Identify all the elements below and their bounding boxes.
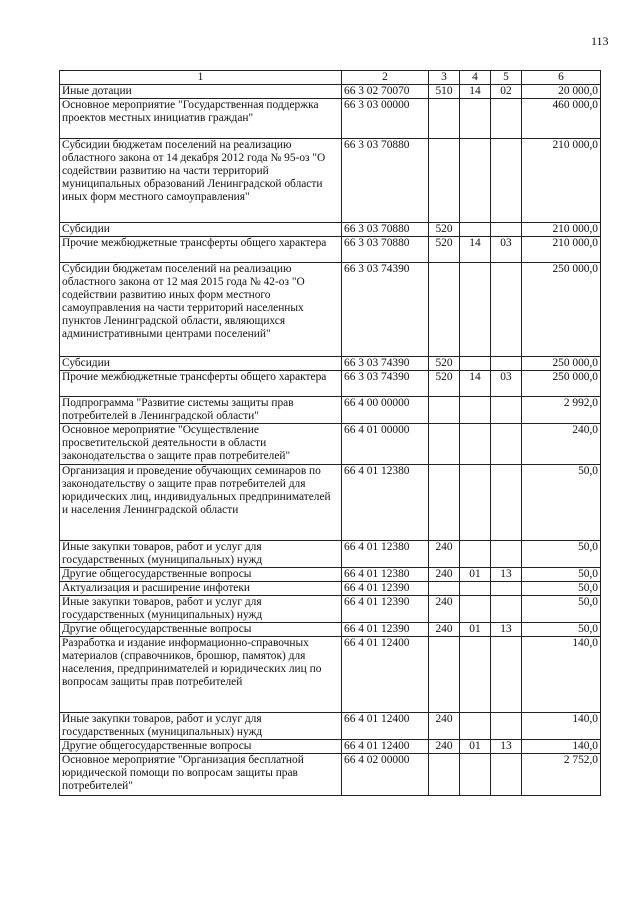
cell-amount: 250 000,0 bbox=[522, 357, 601, 371]
cell-amount: 460 000,0 bbox=[522, 99, 601, 139]
cell-c5 bbox=[491, 139, 522, 223]
cell-c4 bbox=[460, 596, 491, 623]
table-row bbox=[60, 541, 601, 568]
header-cell: 2 bbox=[342, 71, 429, 85]
cell-c3 bbox=[429, 582, 460, 596]
table-row bbox=[60, 371, 601, 397]
cell-amount: 50,0 bbox=[522, 596, 601, 623]
table-row bbox=[60, 263, 601, 357]
cell-name: Субсидии бюджетам поселений на реализацию областного закона от 12 мая 2015 года № 42-оз "О содействии развитию иных форм местного самоуправления на части территорий населенных пунктов Ленинградской области, являющихся административными центрами поселений" bbox=[60, 263, 342, 357]
cell-code: 66 4 01 12390 bbox=[342, 582, 429, 596]
cell-code: 66 3 03 74390 bbox=[342, 371, 429, 397]
cell-c4 bbox=[460, 397, 491, 424]
cell-name: Прочие межбюджетные трансферты общего характера bbox=[60, 237, 342, 263]
cell-amount: 210 000,0 bbox=[522, 237, 601, 263]
cell-code: 66 4 01 12400 bbox=[342, 713, 429, 740]
cell-c3 bbox=[429, 465, 460, 541]
cell-c5 bbox=[491, 582, 522, 596]
cell-c3 bbox=[429, 397, 460, 424]
cell-c3 bbox=[429, 637, 460, 713]
cell-code: 66 4 00 00000 bbox=[342, 397, 429, 424]
cell-c5: 13 bbox=[491, 568, 522, 582]
cell-c4 bbox=[460, 637, 491, 713]
cell-amount: 140,0 bbox=[522, 713, 601, 740]
cell-c5 bbox=[491, 263, 522, 357]
cell-amount: 240,0 bbox=[522, 424, 601, 465]
cell-code: 66 3 03 70880 bbox=[342, 237, 429, 263]
cell-code: 66 4 01 12380 bbox=[342, 568, 429, 582]
cell-c5 bbox=[491, 596, 522, 623]
cell-amount: 250 000,0 bbox=[522, 263, 601, 357]
cell-c5 bbox=[491, 223, 522, 237]
table-row bbox=[60, 582, 601, 596]
cell-c4: 14 bbox=[460, 237, 491, 263]
cell-c4: 14 bbox=[460, 85, 491, 99]
cell-code: 66 4 01 00000 bbox=[342, 424, 429, 465]
table-row bbox=[60, 568, 601, 582]
cell-name: Субсидии бюджетам поселений на реализацию областного закона от 14 декабря 2012 года № 95-оз "О содействии развитию на части территорий муниципальных образований Ленинградской области иных форм местного самоуправления" bbox=[60, 139, 342, 223]
table-header-row bbox=[60, 71, 601, 85]
table-row bbox=[60, 357, 601, 371]
cell-c3: 520 bbox=[429, 237, 460, 263]
cell-c5 bbox=[491, 99, 522, 139]
table-row bbox=[60, 85, 601, 99]
page-number: 113 bbox=[591, 34, 609, 48]
cell-code: 66 4 02 00000 bbox=[342, 754, 429, 796]
header-cell: 5 bbox=[491, 71, 522, 85]
cell-c5 bbox=[491, 424, 522, 465]
cell-amount: 2 752,0 bbox=[522, 754, 601, 796]
cell-c3: 520 bbox=[429, 371, 460, 397]
cell-c4 bbox=[460, 582, 491, 596]
cell-name: Иные закупки товаров, работ и услуг для государственных (муниципальных) нужд bbox=[60, 596, 342, 623]
cell-name: Другие общегосударственные вопросы bbox=[60, 740, 342, 754]
cell-amount: 210 000,0 bbox=[522, 223, 601, 237]
cell-amount: 50,0 bbox=[522, 541, 601, 568]
cell-c4 bbox=[460, 541, 491, 568]
cell-code: 66 3 02 70070 bbox=[342, 85, 429, 99]
cell-c3: 240 bbox=[429, 596, 460, 623]
table-row bbox=[60, 740, 601, 754]
cell-name: Актуализация и расширение инфотеки bbox=[60, 582, 342, 596]
cell-c3: 240 bbox=[429, 541, 460, 568]
cell-name: Субсидии bbox=[60, 223, 342, 237]
cell-c5: 03 bbox=[491, 371, 522, 397]
cell-name: Другие общегосударственные вопросы bbox=[60, 568, 342, 582]
cell-c4 bbox=[460, 424, 491, 465]
cell-name: Основное мероприятие "Государственная поддержка проектов местных инициатив граждан" bbox=[60, 99, 342, 139]
cell-name: Подпрограмма "Развитие системы защиты прав потребителей в Ленинградской области" bbox=[60, 397, 342, 424]
cell-c4 bbox=[460, 357, 491, 371]
table-row bbox=[60, 754, 601, 796]
budget-table bbox=[59, 70, 601, 796]
cell-name: Субсидии bbox=[60, 357, 342, 371]
cell-c4: 01 bbox=[460, 623, 491, 637]
cell-name: Разработка и издание информационно-справочных материалов (справочников, брошюр, памяток) для населения, предпринимателей и юридических лиц по вопросам защиты прав потребителей bbox=[60, 637, 342, 713]
table-row bbox=[60, 637, 601, 713]
cell-c4 bbox=[460, 465, 491, 541]
cell-code: 66 4 01 12390 bbox=[342, 596, 429, 623]
table-row bbox=[60, 623, 601, 637]
cell-code: 66 3 03 70880 bbox=[342, 223, 429, 237]
cell-code: 66 4 01 12380 bbox=[342, 541, 429, 568]
cell-c4: 14 bbox=[460, 371, 491, 397]
cell-c3: 240 bbox=[429, 713, 460, 740]
cell-name: Основное мероприятие "Осуществление просветительской деятельности в области законодательства о защите прав потребителей" bbox=[60, 424, 342, 465]
cell-c5: 02 bbox=[491, 85, 522, 99]
cell-name: Организация и проведение обучающих семинаров по законодательству о защите прав потребителей для юридических лиц, индивидуальных предпринимателей и населения Ленинградской области bbox=[60, 465, 342, 541]
cell-c3: 240 bbox=[429, 623, 460, 637]
cell-code: 66 3 03 00000 bbox=[342, 99, 429, 139]
cell-c3 bbox=[429, 139, 460, 223]
cell-c5 bbox=[491, 713, 522, 740]
cell-name: Прочие межбюджетные трансферты общего характера bbox=[60, 371, 342, 397]
cell-c4: 01 bbox=[460, 568, 491, 582]
cell-c5 bbox=[491, 637, 522, 713]
cell-c5 bbox=[491, 465, 522, 541]
cell-amount: 140,0 bbox=[522, 740, 601, 754]
cell-name: Иные дотации bbox=[60, 85, 342, 99]
table-row bbox=[60, 713, 601, 740]
cell-code: 66 4 01 12380 bbox=[342, 465, 429, 541]
cell-c4 bbox=[460, 99, 491, 139]
cell-c3: 240 bbox=[429, 568, 460, 582]
cell-amount: 210 000,0 bbox=[522, 139, 601, 223]
cell-amount: 50,0 bbox=[522, 568, 601, 582]
cell-code: 66 4 01 12390 bbox=[342, 623, 429, 637]
cell-c5 bbox=[491, 754, 522, 796]
cell-amount: 20 000,0 bbox=[522, 85, 601, 99]
table-row bbox=[60, 596, 601, 623]
cell-c3 bbox=[429, 99, 460, 139]
table-row bbox=[60, 465, 601, 541]
cell-name: Основное мероприятие "Организация бесплатной юридической помощи по вопросам защиты прав потребителей" bbox=[60, 754, 342, 796]
header-cell: 6 bbox=[522, 71, 601, 85]
table-row bbox=[60, 397, 601, 424]
cell-c4 bbox=[460, 754, 491, 796]
cell-c3: 520 bbox=[429, 223, 460, 237]
cell-name: Другие общегосударственные вопросы bbox=[60, 623, 342, 637]
cell-c3 bbox=[429, 424, 460, 465]
cell-code: 66 4 01 12400 bbox=[342, 637, 429, 713]
cell-amount: 50,0 bbox=[522, 465, 601, 541]
cell-c4 bbox=[460, 223, 491, 237]
cell-c5: 13 bbox=[491, 623, 522, 637]
cell-amount: 50,0 bbox=[522, 623, 601, 637]
table-row bbox=[60, 424, 601, 465]
table-row bbox=[60, 237, 601, 263]
cell-code: 66 3 03 70880 bbox=[342, 139, 429, 223]
cell-code: 66 4 01 12400 bbox=[342, 740, 429, 754]
cell-c3: 510 bbox=[429, 85, 460, 99]
table-row bbox=[60, 139, 601, 223]
cell-c4 bbox=[460, 139, 491, 223]
cell-name: Иные закупки товаров, работ и услуг для государственных (муниципальных) нужд bbox=[60, 541, 342, 568]
cell-c5 bbox=[491, 541, 522, 568]
cell-amount: 2 992,0 bbox=[522, 397, 601, 424]
cell-c3 bbox=[429, 263, 460, 357]
cell-c4: 01 bbox=[460, 740, 491, 754]
cell-c3 bbox=[429, 754, 460, 796]
cell-c5 bbox=[491, 357, 522, 371]
table-row bbox=[60, 223, 601, 237]
cell-c3: 520 bbox=[429, 357, 460, 371]
cell-amount: 140,0 bbox=[522, 637, 601, 713]
cell-c3: 240 bbox=[429, 740, 460, 754]
cell-amount: 50,0 bbox=[522, 582, 601, 596]
header-cell: 1 bbox=[60, 71, 342, 85]
cell-c4 bbox=[460, 713, 491, 740]
cell-c4 bbox=[460, 263, 491, 357]
cell-c5 bbox=[491, 397, 522, 424]
cell-code: 66 3 03 74390 bbox=[342, 263, 429, 357]
cell-c5: 13 bbox=[491, 740, 522, 754]
header-cell: 3 bbox=[429, 71, 460, 85]
cell-c5: 03 bbox=[491, 237, 522, 263]
cell-code: 66 3 03 74390 bbox=[342, 357, 429, 371]
header-cell: 4 bbox=[460, 71, 491, 85]
cell-amount: 250 000,0 bbox=[522, 371, 601, 397]
cell-name: Иные закупки товаров, работ и услуг для государственных (муниципальных) нужд bbox=[60, 713, 342, 740]
table-row bbox=[60, 99, 601, 139]
